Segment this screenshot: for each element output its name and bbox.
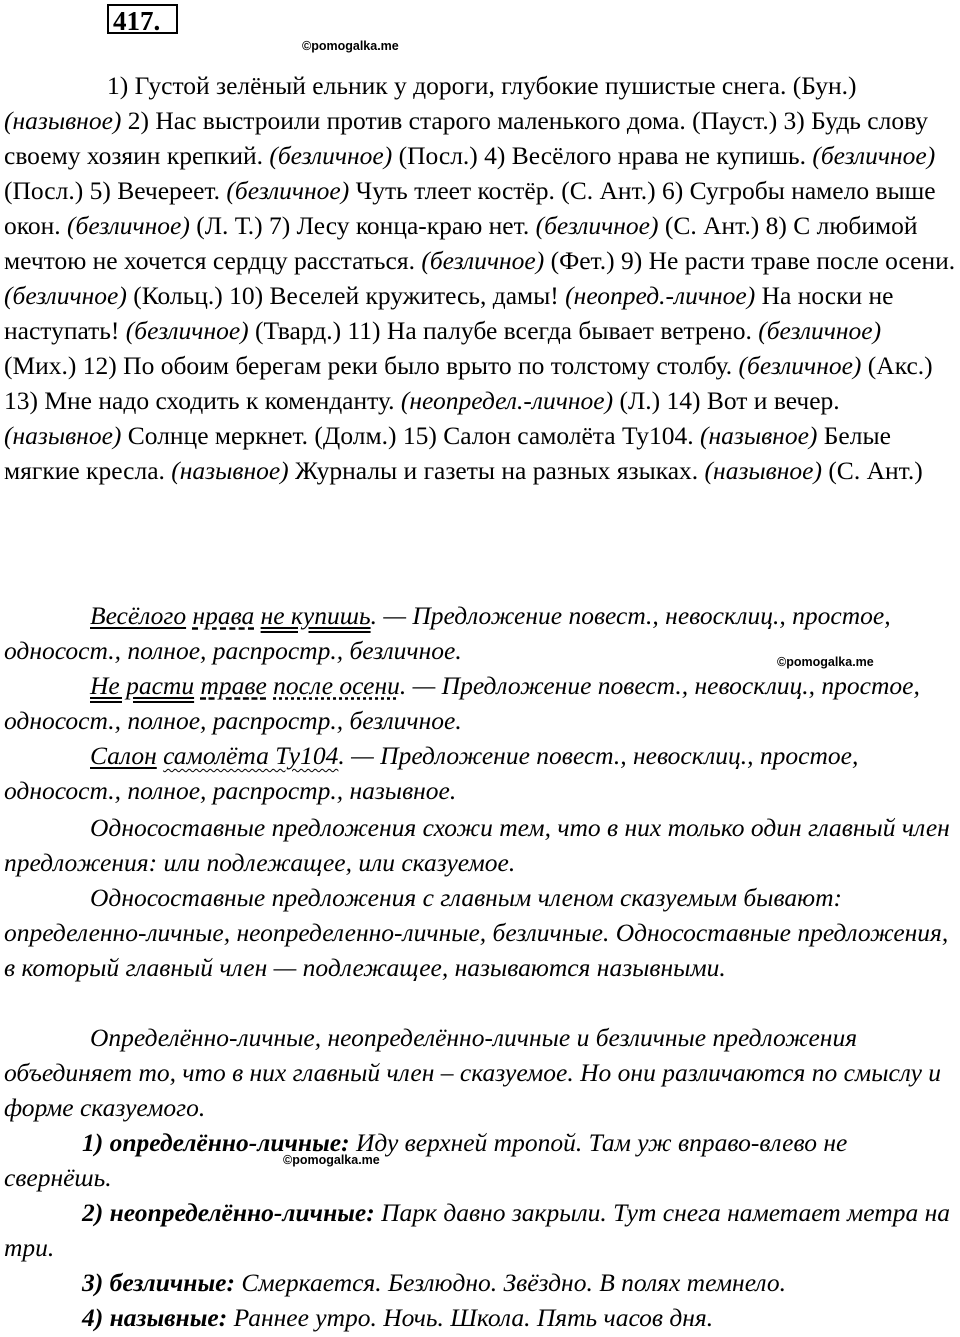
- sentence-type-label: (безличное): [812, 141, 936, 170]
- text-segment: (Твард.) 11) На палубе всегда бывает ветрено.: [248, 316, 759, 345]
- type-label: 4) назывные:: [82, 1303, 228, 1332]
- sentence-type-label: (безличное): [421, 246, 545, 275]
- sentence-type-label: (неопредел.-личное): [400, 386, 614, 415]
- text-segment: (С. Ант.): [821, 456, 923, 485]
- type-impersonal: [4, 1265, 956, 1300]
- parse-description: . — Предложение повест., невосклиц., простое, односост., полное, распростр., безличное.: [4, 601, 891, 665]
- sentence-type-label: (безличное): [4, 281, 127, 310]
- type-label: 1) определённо-личные:: [82, 1128, 350, 1157]
- exercise-text: [4, 68, 956, 488]
- text-segment: 1) Густой зелёный ельник у дороги, глубокие пушистые снега. (Бун.): [107, 71, 857, 100]
- text-segment: Журналы и газеты на разных языках.: [288, 456, 705, 485]
- type-nominative: [4, 1300, 956, 1335]
- sentence-type-label: (назывное): [704, 456, 822, 485]
- type-label: 2) неопределённо-личные:: [82, 1198, 375, 1227]
- text-segment: (С. Ант.) 8) С любимой мечтою не хочется сердцу расстаться.: [4, 211, 918, 275]
- sentence-type-label: (неопред.-личное): [565, 281, 756, 310]
- theory-paragraph-2: Односоставные предложения с главным членом сказуемым бывают: определенно-личные, неопределенно-личные, безличные. Односоставные предложения, в который главный член — подлежащее, называются назывными.: [4, 883, 949, 982]
- word-object: нрава: [192, 601, 255, 630]
- sentence-type-label: (назывное): [171, 456, 289, 485]
- watermark: ©pomogalka.me: [302, 39, 399, 53]
- word-definition: самолёта Ту104: [163, 741, 339, 770]
- text-segment: (Л.) 14) Вот и вечер.: [613, 386, 840, 415]
- sentence-type-label: (безличное): [758, 316, 882, 345]
- type-example: Парк давно закрыли. Тут снега наметает метра на три.: [4, 1198, 950, 1262]
- sentence-type-label: (безличное): [67, 211, 190, 240]
- type-example: Иду верхней тропой. Там уж вправо-влево не свернёшь.: [4, 1128, 848, 1192]
- text-segment: Белые мягкие кресла.: [4, 421, 891, 485]
- sentence-type-label: (безличное): [269, 141, 393, 170]
- type-label: 3) безличные:: [82, 1268, 235, 1297]
- text-segment: (Акс.) 13) Мне надо сходить к коменданту.: [4, 351, 933, 415]
- text-segment: На носки не наступать!: [4, 281, 894, 345]
- sentence-type-label: (безличное): [535, 211, 659, 240]
- theory-paragraph-3: Определённо-личные, неопределённо-личные и безличные предложения объединяет то, что в них главный член – сказуемое. Но они различаются по смыслу и форме сказуемого.: [4, 1023, 942, 1122]
- text-segment: (Посл.) 5) Вечереет.: [4, 176, 227, 205]
- word-predicate: Не расти: [90, 671, 195, 700]
- parse-sentence-2: [4, 668, 956, 738]
- word-definition: Весёлого: [90, 601, 187, 630]
- word-predicate: не купишь: [260, 601, 371, 630]
- text-segment: (Фет.) 9) Не расти траве после осени.: [544, 246, 956, 275]
- type-indefinite-personal: [4, 1195, 956, 1265]
- word-subject: Салон: [90, 741, 157, 770]
- watermark: ©pomogalka.me: [777, 655, 874, 669]
- exercise-number: 417.: [107, 4, 178, 34]
- text-segment: (Посл.) 4) Весёлого нрава не купишь.: [392, 141, 813, 170]
- word-circumstance: после осени: [273, 671, 400, 700]
- sentence-type-label: (назывное): [4, 106, 122, 135]
- parse-description: . — Предложение повест., невосклиц., простое, односост., полное, распростр., назывное.: [4, 741, 859, 805]
- text-segment: Солнце меркнет. (Долм.) 15) Салон самолёта Ту104.: [121, 421, 700, 450]
- word-object: траве: [200, 671, 267, 700]
- text-segment: Чуть тлеет костёр. (С. Ант.) 6) Сугробы намело выше окон.: [4, 176, 936, 240]
- theory-paragraph-1: Односоставные предложения схожи тем, что в них только один главный член предложения: или подлежащее, или сказуемое.: [4, 813, 950, 877]
- text-segment: (Кольц.) 10) Веселей кружитесь, дамы!: [126, 281, 566, 310]
- parse-sentence-3: [4, 738, 956, 808]
- sentence-type-label: (назывное): [4, 421, 122, 450]
- parse-description: . — Предложение повест., невосклиц., простое, односост., полное, распростр., безличное.: [4, 671, 920, 735]
- sentence-type-label: (безличное): [226, 176, 350, 205]
- text-segment: (Мих.) 12) По обоим берегам реки было врыто по толстому столбу.: [4, 351, 739, 380]
- watermark: ©pomogalka.me: [283, 1153, 380, 1167]
- type-definite-personal: [4, 1125, 956, 1195]
- sentence-type-label: (безличное): [738, 351, 862, 380]
- sentence-type-label: (назывное): [700, 421, 818, 450]
- text-segment: (Л. Т.) 7) Лесу конца-краю нет.: [189, 211, 536, 240]
- type-example: Раннее утро. Ночь. Школа. Пять часов дня.: [227, 1303, 714, 1332]
- type-example: Смеркается. Безлюдно. Звёздно. В полях темнело.: [234, 1268, 786, 1297]
- sentence-type-label: (безличное): [125, 316, 249, 345]
- text-segment: 2) Нас выстроили против старого маленького дома. (Пауст.) 3) Будь слову своему хозяин крепкий.: [4, 106, 929, 170]
